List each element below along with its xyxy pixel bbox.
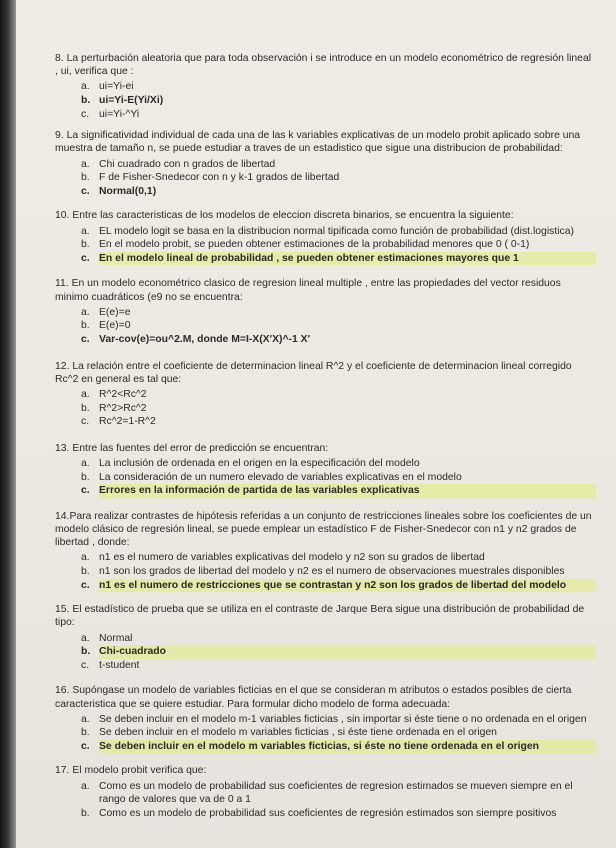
option-c: c. ui=Yi-^Yi <box>81 108 140 120</box>
option-a: a. R^2<Rc^2 <box>81 388 147 400</box>
option-a: a. ui=Yi-ei <box>81 81 134 93</box>
option-b: b. Se deben incluir en el modelo m variables ficticias , si éste tiene ordenada en el origen <box>81 727 497 739</box>
option-c-correct: c. Se deben incluir en el modelo m variables ficticias, si éste no tiene ordenada en el origen <box>81 740 596 754</box>
question-text: 10. Entre las caracteristicas de los modelos de eleccion discreta binarios, se encuentra la siguiente: <box>55 210 514 222</box>
option-b: b. R^2>Rc^2 <box>81 402 147 414</box>
question-10 <box>55 209 596 265</box>
question-text: 14.Para realizar contrastes de hipótesis referidas a un conjunto de restricciones lineales sobre los coeficientes de un modelo clásico de regresión lineal, se puede emplear un estadístico F de Fisher-Snedecor con n1 y n2 grados de libertad , donde: <box>55 510 592 549</box>
option-c-correct: c. n1 es el numero de restricciones que se contrastan y n2 son los grados de libertad del modelo <box>81 579 596 593</box>
question-9 <box>55 129 596 198</box>
option-list <box>55 388 596 429</box>
option-b: b. En el modelo probit, se pueden obtener estimaciones de la probabilidad menores que 0 ( 0-1) <box>81 239 530 251</box>
question-12 <box>55 360 596 429</box>
option-c-correct: c. Errores en la información de partida de las variables explicativas <box>81 484 596 498</box>
question-text: 9. La significatividad individual de cada una de las k variables explicativas de un modelo probit aplicado sobre una muestra de tamaño n, se puede estudiar a traves de un estadistico que sigue una distribucion de probabilidad: <box>55 130 581 155</box>
option-a: a. La inclusión de ordenada en el origen en la especificación del modelo <box>81 457 420 469</box>
option-list <box>55 551 596 592</box>
option-a: a. n1 es el numero de variables explicativas del modelo y n2 son su grados de libertad <box>81 552 485 564</box>
option-list <box>55 713 596 754</box>
question-8 <box>55 52 596 121</box>
option-list <box>55 457 596 498</box>
option-b: b. F de Fisher-Snedecor con n y k-1 grados de libertad <box>81 172 340 184</box>
question-16 <box>55 684 596 753</box>
option-list <box>55 632 596 673</box>
question-17 <box>55 764 596 820</box>
question-11 <box>55 277 596 346</box>
option-list <box>55 306 596 347</box>
option-a: a. Se deben incluir en el modelo m-1 variables ficticias , sin importar si éste tiene o no ordenada en el origen <box>81 713 587 725</box>
question-text: 16. Supóngase un modelo de variables ficticias en el que se consideran m atributos o estados posibles de cierta caracteristica que se quiere estudiar. Para formular dicho modelo de forma adecuada: <box>55 685 572 710</box>
question-text: 8. La perturbación aleatoria que para toda observación i se introduce en un modelo econométrico de regresión lineal , ui, verifica que : <box>55 53 592 78</box>
question-text: 12. La relación entre el coeficiente de determinacion lineal R^2 y el coeficiente de determinacion lineal corregido Rc^2 en general es tal que: <box>55 360 572 385</box>
option-a: a. Normal <box>81 632 133 644</box>
option-b: b. E(e)=0 <box>81 320 131 332</box>
question-text: 11. En un modelo econométrico clasico de regresion lineal multiple , entre las propiedades del vector residuos minimo cuadráticos (e9 no se encuentra: <box>55 278 561 303</box>
option-list <box>55 158 596 199</box>
option-list <box>55 80 596 121</box>
option-c: c. t-student <box>81 659 140 671</box>
option-b-correct: b. Chi-cuadrado <box>81 645 596 659</box>
question-13 <box>55 442 596 498</box>
option-b: b. La consideración de un numero elevado de variables explicativas en el modelo <box>81 471 462 483</box>
option-a: a. Chi cuadrado con n grados de libertad <box>81 158 276 170</box>
option-c: c. Rc^2=1-R^2 <box>81 416 156 428</box>
question-14 <box>55 510 596 592</box>
option-a: a. Como es un modelo de probabilidad sus coeficientes de regresion estimados se mueven siempre en el rango de valores que va de 0 a 1 <box>81 780 573 806</box>
question-text: 15. El estadístico de prueba que se utiliza en el contraste de Jarque Bera sigue una distribución de probabilidad de tipo: <box>55 604 585 629</box>
option-b: b. n1 son los grados de libertad del modelo y n2 es el numero de observaciones muestrales disponibles <box>81 565 565 577</box>
option-c-correct: c. Var-cov(e)=ou^2.M, donde M=I-X(X'X)^-1 X' <box>81 333 311 345</box>
scan-edge <box>0 0 16 848</box>
option-c-correct: c. En el modelo lineal de probabilidad , se pueden obtener estimaciones mayores que 1 <box>81 252 596 266</box>
option-list <box>55 225 596 266</box>
option-b-correct: b. ui=Yi-E(Yi/Xi) <box>81 95 164 106</box>
option-c-correct: c. Normal(0,1) <box>81 185 157 197</box>
question-text: 17. El modelo probit verifica que: <box>55 765 207 777</box>
option-list <box>55 780 596 821</box>
option-a: a. EL modelo logit se basa en la distribucion normal tipificada como función de probabilidad (dist.logistica) <box>81 225 574 237</box>
question-15 <box>55 603 596 672</box>
option-b: b. Como es un modelo de probabilidad sus coeficientes de regresión estimados son siempre positivos <box>81 807 557 819</box>
option-a: a. E(e)=e <box>81 306 131 318</box>
question-text: 13. Entre las fuentes del error de predicción se encuentran: <box>55 442 329 454</box>
